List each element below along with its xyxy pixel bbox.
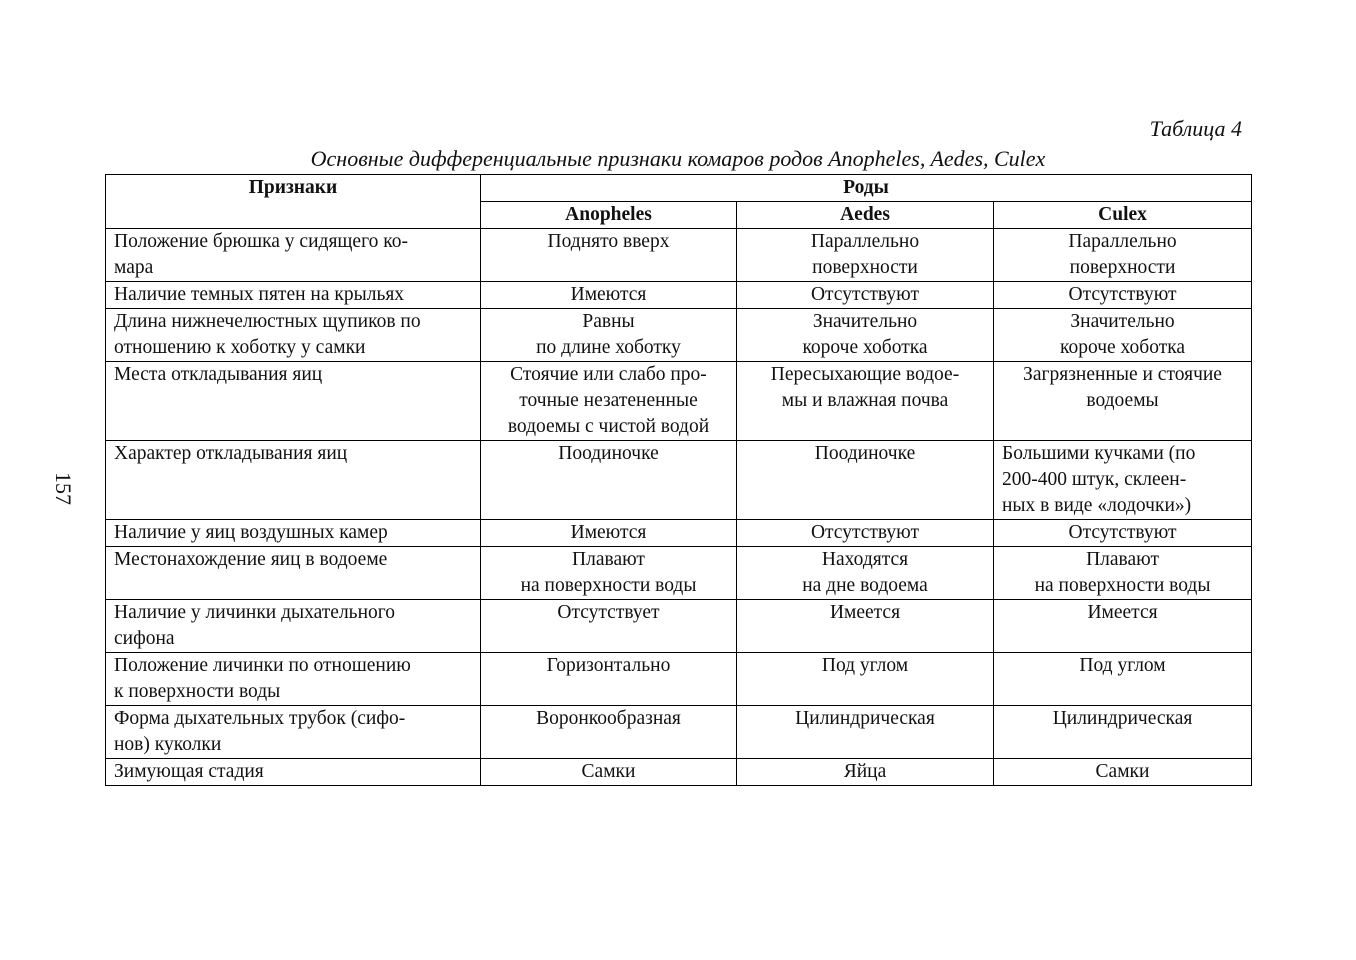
- cell-line: Под углом: [1079, 655, 1166, 676]
- culex-cell: [994, 600, 1252, 653]
- cell-line: Параллельно: [810, 231, 920, 252]
- table-row: [106, 362, 1252, 441]
- cell-line: Равны: [582, 311, 635, 332]
- table-row: [106, 520, 1252, 547]
- anopheles-cell: [481, 282, 737, 309]
- cell-line: Цилиндрическая: [1052, 708, 1193, 729]
- cell-line: Плавают: [572, 549, 645, 570]
- feature-cell: [106, 600, 481, 653]
- feature-cell: [106, 362, 481, 441]
- anopheles-cell: [481, 441, 737, 520]
- cell-line: по длине хоботку: [536, 337, 681, 358]
- cell-line: нов) куколки: [114, 734, 222, 755]
- feature-cell: [106, 706, 481, 759]
- aedes-cell: [737, 520, 994, 547]
- table-row: [106, 309, 1252, 362]
- aedes-cell: [737, 282, 994, 309]
- culex-cell: [994, 441, 1252, 520]
- anopheles-cell: [481, 759, 737, 786]
- cell-line: Самки: [581, 761, 636, 782]
- table-row: [106, 229, 1252, 282]
- cell-line: на дне водоема: [802, 575, 928, 596]
- cell-line: Местонахождение яиц в водоеме: [114, 549, 388, 570]
- table-number-label: Таблица 4: [1149, 116, 1242, 141]
- cell-line: точные незатененные: [519, 390, 698, 411]
- cell-line: на поверхности воды: [1034, 575, 1211, 596]
- cell-line: Поодиночке: [814, 443, 916, 464]
- feature-cell: [106, 547, 481, 600]
- table-row: [106, 282, 1252, 309]
- anopheles-cell: [481, 309, 737, 362]
- cell-line: на поверхности воды: [520, 575, 697, 596]
- cell-line: сифона: [114, 628, 175, 649]
- table-row: [106, 441, 1252, 520]
- cell-line: Наличие у яиц воздушных камер: [114, 522, 388, 543]
- cell-line: Имеется: [829, 602, 901, 623]
- cell-line: Имеется: [1087, 602, 1158, 623]
- feature-cell: [106, 520, 481, 547]
- culex-cell: [994, 362, 1252, 441]
- cell-line: Параллельно: [1068, 231, 1177, 252]
- cell-line: Длина нижнечелюстных щупиков по: [114, 311, 421, 332]
- page-number: 157: [51, 472, 76, 505]
- differential-features-table: [105, 174, 1252, 786]
- aedes-cell: [737, 309, 994, 362]
- cell-line: Под углом: [821, 655, 909, 676]
- cell-line: Цилиндрическая: [795, 708, 935, 729]
- cell-line: водоемы: [1086, 390, 1159, 411]
- cell-line: Зимующая стадия: [114, 761, 264, 782]
- features-header: Признаки: [106, 175, 481, 229]
- table-body: [106, 229, 1252, 786]
- cell-line: Находятся: [821, 549, 909, 570]
- cell-line: отношению к хоботку у самки: [114, 337, 366, 358]
- anopheles-cell: [481, 706, 737, 759]
- anopheles-cell: [481, 229, 737, 282]
- cell-line: Наличие темных пятен на крыльях: [114, 284, 405, 305]
- cell-line: Наличие у личинки дыхательного: [114, 602, 396, 623]
- anopheles-cell: [481, 547, 737, 600]
- cell-line: водоемы с чистой водой: [507, 416, 710, 437]
- cell-line: Плавают: [1086, 549, 1159, 570]
- cell-line: Места откладывания яиц: [114, 364, 323, 385]
- culex-cell: [994, 706, 1252, 759]
- cell-line: Горизонтально: [546, 655, 671, 676]
- cell-line: мы и влажная почва: [781, 390, 949, 411]
- feature-cell: [106, 653, 481, 706]
- column-header-aedes: Aedes: [737, 202, 994, 229]
- cell-line: Характер откладывания яиц: [114, 443, 348, 464]
- culex-cell: [994, 759, 1252, 786]
- anopheles-cell: [481, 600, 737, 653]
- culex-cell: [994, 520, 1252, 547]
- feature-cell: [106, 759, 481, 786]
- cell-line: Поднято вверх: [547, 231, 670, 252]
- table-row: [106, 653, 1252, 706]
- aedes-cell: [737, 759, 994, 786]
- cell-line: Имеются: [570, 284, 647, 305]
- culex-cell: [994, 229, 1252, 282]
- cell-line: Большими кучками (по: [1002, 443, 1196, 464]
- cell-line: Отсутствуют: [1068, 522, 1177, 543]
- cell-line: ных в виде «лодочки»): [1002, 495, 1192, 516]
- cell-line: поверхности: [812, 257, 918, 278]
- cell-line: Поодиночке: [558, 443, 659, 464]
- cell-line: Положение личинки по отношению: [114, 655, 411, 676]
- cell-line: Воронкообразная: [536, 708, 681, 729]
- cell-line: короче хоботка: [1059, 337, 1186, 358]
- genera-header: Роды: [481, 175, 1252, 202]
- table-row: [106, 547, 1252, 600]
- column-header-anopheles: Anopheles: [481, 202, 737, 229]
- aedes-cell: [737, 362, 994, 441]
- table-row: [106, 759, 1252, 786]
- culex-cell: [994, 309, 1252, 362]
- culex-cell: [994, 547, 1252, 600]
- table-title: Основные дифференциальные признаки комаров родов Anopheles, Aedes, Culex: [310, 146, 1046, 171]
- cell-line: Отсутствуют: [810, 284, 920, 305]
- cell-line: Значительно: [812, 311, 918, 332]
- cell-line: 200-400 штук, склеен-: [1002, 469, 1187, 490]
- culex-cell: [994, 653, 1252, 706]
- cell-line: Имеются: [570, 522, 647, 543]
- feature-cell: [106, 282, 481, 309]
- cell-line: поверхности: [1069, 257, 1176, 278]
- cell-line: Самки: [1095, 761, 1150, 782]
- culex-cell: [994, 282, 1252, 309]
- cell-line: Отсутствуют: [1068, 284, 1177, 305]
- aedes-cell: [737, 547, 994, 600]
- anopheles-cell: [481, 653, 737, 706]
- cell-line: Яйца: [843, 761, 887, 782]
- aedes-cell: [737, 653, 994, 706]
- cell-line: Отсутствует: [557, 602, 660, 623]
- table-header-row: [106, 175, 1252, 202]
- anopheles-cell: [481, 362, 737, 441]
- cell-line: к поверхности воды: [114, 681, 281, 702]
- cell-line: мара: [114, 257, 154, 278]
- cell-line: Положение брюшка у сидящего ко-: [114, 231, 408, 252]
- cell-line: Стоячие или слабо про-: [510, 364, 707, 385]
- aedes-cell: [737, 706, 994, 759]
- table-row: [106, 600, 1252, 653]
- cell-line: Значительно: [1070, 311, 1175, 332]
- aedes-cell: [737, 441, 994, 520]
- feature-cell: [106, 441, 481, 520]
- aedes-cell: [737, 600, 994, 653]
- feature-cell: [106, 229, 481, 282]
- cell-line: Пересыхающие водое-: [770, 364, 960, 385]
- cell-line: Загрязненные и стоячие: [1023, 364, 1222, 385]
- cell-line: Отсутствуют: [810, 522, 920, 543]
- table-row: [106, 706, 1252, 759]
- cell-line: Форма дыхательных трубок (сифо-: [114, 708, 406, 729]
- feature-cell: [106, 309, 481, 362]
- aedes-cell: [737, 229, 994, 282]
- cell-line: короче хоботка: [802, 337, 928, 358]
- anopheles-cell: [481, 520, 737, 547]
- column-header-culex: Culex: [994, 202, 1252, 229]
